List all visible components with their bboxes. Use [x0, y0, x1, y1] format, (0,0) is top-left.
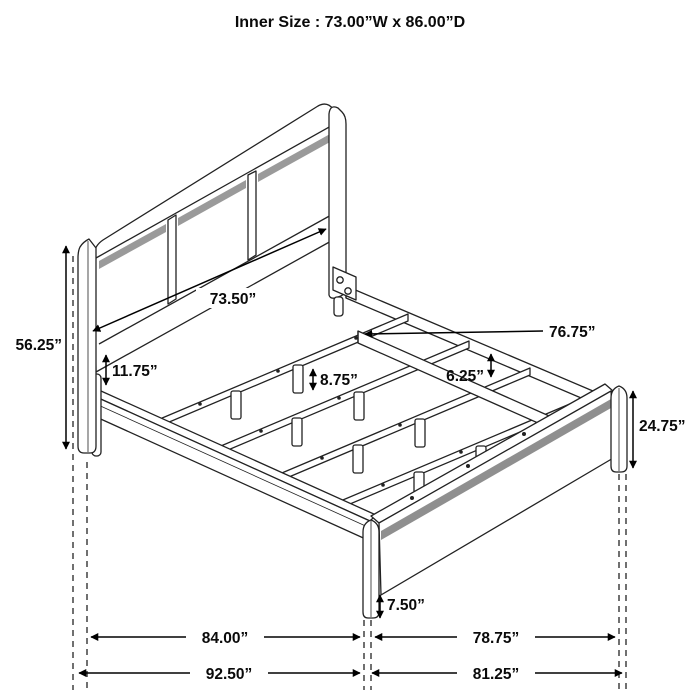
- label-footboard-leg-height: 7.50”: [387, 597, 425, 614]
- label-overall-length: 92.50”: [205, 666, 253, 683]
- headboard-right-leg: [334, 297, 343, 316]
- slat-leg: [231, 391, 241, 419]
- headboard-mullion: [248, 171, 256, 260]
- headboard-slab: [94, 104, 333, 372]
- label-footboard-height: 24.75”: [639, 418, 686, 435]
- label-headboard-width: 73.50”: [209, 291, 257, 308]
- slat-leg: [292, 418, 302, 446]
- label-footboard-inner-width: 78.75”: [472, 630, 520, 647]
- slat-leg: [415, 419, 425, 447]
- label-footboard-overall-width: 81.25”: [472, 666, 520, 683]
- bed-frame: [78, 104, 627, 618]
- diagram-title: Inner Size : 73.00”W x 86.00”D: [234, 14, 466, 31]
- label-slat-leg-height: 8.75”: [320, 372, 358, 389]
- slat-leg: [293, 365, 303, 393]
- label-panel-rail-gap: 11.75”: [112, 363, 158, 380]
- headboard-left-post: [78, 239, 96, 453]
- footboard: [363, 384, 627, 618]
- label-rail-support-gap: 6.25”: [446, 368, 484, 385]
- headboard-mullion: [168, 215, 176, 304]
- bracket-bolt-hole: [337, 277, 343, 283]
- slat-leg: [353, 445, 363, 473]
- label-inner-frame-length: 84.00”: [201, 630, 249, 647]
- slat-leg: [354, 392, 364, 420]
- label-side-rail-length: 76.75”: [549, 324, 596, 341]
- bracket-bolt-hole: [345, 288, 351, 294]
- label-headboard-height: 56.25”: [15, 337, 62, 354]
